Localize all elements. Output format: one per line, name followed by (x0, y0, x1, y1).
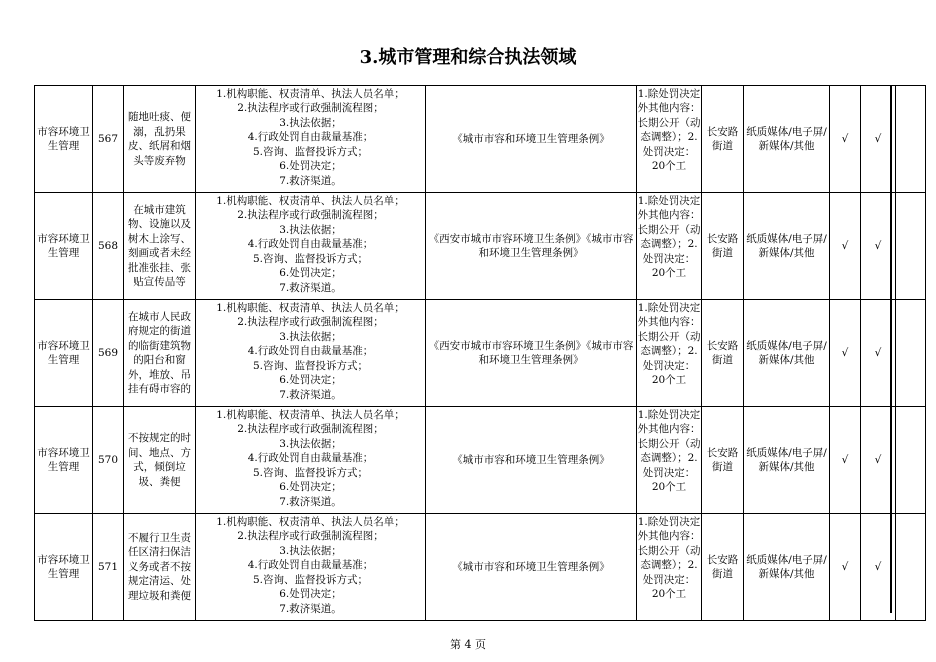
disclosure-item: 6.处罚决定； (279, 160, 342, 172)
category-cell-text: 市容环境卫生管理 (37, 125, 90, 152)
disclosure-channel-cell (744, 514, 830, 621)
disclosure-item: 3.执法依据； (279, 437, 342, 450)
disclosure-period-cell-text: 1.除处罚决定外其他内容：长期公开（动态调整）；2.处罚决定：20个工 (637, 515, 701, 600)
disclosure-channel-cell-text: 纸质媒体/电子屏/新媒体/其他 (746, 339, 827, 366)
table-row (35, 86, 926, 193)
table-row (35, 407, 926, 514)
disclosure-item: 5.咨询、监督投诉方式； (252, 466, 369, 479)
legal-basis-cell (426, 407, 637, 514)
matter-cell (124, 193, 196, 300)
disclosure-subject-cell-text: 长安路街道 (706, 553, 739, 580)
disclosure-item: 1.机构职能、权责清单、执法人员名单； (216, 301, 405, 314)
check-mark-3 (896, 193, 926, 300)
legal-basis-cell-text: 《城市市容和环境卫生管理条例》 (452, 453, 610, 466)
category-cell (35, 193, 93, 300)
disclosure-item: 5.咨询、监督投诉方式； (252, 252, 369, 265)
table-row (35, 193, 926, 300)
check-mark-1-text: √ (841, 453, 849, 466)
disclosure-item: 6.处罚决定； (279, 267, 342, 279)
disclosure-item: 2.执法程序或行政强制流程图； (237, 530, 384, 542)
disclosure-item: 2.执法程序或行政强制流程图； (237, 423, 384, 435)
category-cell (35, 86, 93, 193)
check-mark-3 (896, 514, 926, 621)
disclosure-period-cell (637, 514, 702, 621)
check-mark-1 (830, 514, 861, 621)
matter-cell-text: 在城市人民政府规定的街道的临街建筑物的阳台和窗外，堆放、吊挂有碍市容的 (128, 310, 191, 395)
item-number-cell (93, 86, 124, 193)
disclosure-item: 7.救济渠道。 (279, 174, 342, 187)
disclosure-channel-cell-text: 纸质媒体/电子屏/新媒体/其他 (746, 553, 827, 580)
disclosure-table (34, 85, 926, 621)
disclosure-item: 4.行政处罚自由裁量基准； (247, 452, 374, 464)
disclosure-item: 7.救济渠道。 (279, 602, 342, 615)
legal-basis-cell-text: 《城市市容和环境卫生管理条例》 (452, 560, 610, 573)
disclosure-item: 3.执法依据； (279, 116, 342, 129)
disclosure-item: 4.行政处罚自由裁量基准； (247, 238, 374, 250)
check-mark-2-text: √ (874, 346, 882, 359)
check-mark-2-text: √ (874, 132, 882, 145)
disclosure-channel-cell (744, 300, 830, 407)
check-mark-2-text: √ (874, 239, 882, 252)
disclosure-channel-cell-text: 纸质媒体/电子屏/新媒体/其他 (746, 232, 827, 259)
disclosure-item: 1.机构职能、权责清单、执法人员名单； (216, 515, 405, 528)
disclosure-item: 3.执法依据； (279, 544, 342, 557)
check-mark-2-text: √ (874, 453, 882, 466)
page-number: 第 4 页 (450, 638, 486, 651)
check-mark-1 (830, 86, 861, 193)
category-cell-text: 市容环境卫生管理 (37, 553, 90, 580)
disclosure-channel-cell (744, 193, 830, 300)
disclosure-subject-cell (702, 407, 744, 514)
table-right-border (890, 85, 892, 613)
disclosure-channel-cell (744, 407, 830, 514)
page-title: 3.城市管理和综合执法领域 (359, 47, 577, 68)
legal-basis-cell (426, 193, 637, 300)
disclosure-period-cell (637, 407, 702, 514)
item-number-cell-text: 567 (97, 132, 119, 145)
disclosure-subject-cell-text: 长安路街道 (706, 125, 739, 152)
legal-basis-cell (426, 514, 637, 621)
disclosure-item: 3.执法依据； (279, 330, 342, 343)
disclosure-period-cell-text: 1.除处罚决定外其他内容：长期公开（动态调整）；2.处罚决定：20个工 (637, 194, 701, 279)
disclosure-subject-cell (702, 300, 744, 407)
disclosure-item: 5.咨询、监督投诉方式； (252, 359, 369, 372)
matter-cell (124, 86, 196, 193)
disclosure-item: 7.救济渠道。 (279, 388, 342, 401)
check-mark-1-text: √ (841, 239, 849, 252)
check-mark-2-text: √ (874, 560, 882, 573)
category-cell (35, 407, 93, 514)
check-mark-3 (896, 300, 926, 407)
legal-basis-cell (426, 86, 637, 193)
disclosure-channel-cell-text: 纸质媒体/电子屏/新媒体/其他 (746, 446, 827, 473)
item-number-cell-text: 568 (97, 239, 119, 252)
legal-basis-cell (426, 300, 637, 407)
check-mark-1-text: √ (841, 560, 849, 573)
disclosure-item: 7.救济渠道。 (279, 281, 342, 294)
matter-cell (124, 514, 196, 621)
check-mark-1-text: √ (841, 132, 849, 145)
check-mark-3 (896, 407, 926, 514)
table-row (35, 514, 926, 621)
legal-basis-cell-text: 《西安市城市市容环境卫生条例》《城市市容和环境卫生管理条例》 (428, 232, 634, 259)
matter-cell-text: 不履行卫生责任区清扫保洁义务或者不按规定清运、处理垃圾和粪便 (128, 531, 191, 602)
disclosure-item: 4.行政处罚自由裁量基准； (247, 345, 374, 357)
category-cell-text: 市容环境卫生管理 (37, 339, 90, 366)
disclosure-item: 6.处罚决定； (279, 374, 342, 386)
item-number-cell-text: 571 (97, 560, 119, 573)
disclosure-item: 5.咨询、监督投诉方式； (252, 573, 369, 586)
matter-cell (124, 300, 196, 407)
table-body (35, 86, 926, 621)
disclosure-item: 3.执法依据； (279, 223, 342, 236)
disclosure-item: 2.执法程序或行政强制流程图； (237, 102, 384, 114)
category-cell-text: 市容环境卫生管理 (37, 446, 90, 473)
disclosure-item: 5.咨询、监督投诉方式； (252, 145, 369, 158)
matter-cell (124, 407, 196, 514)
item-number-cell (93, 407, 124, 514)
category-cell (35, 300, 93, 407)
disclosure-content-cell (196, 193, 426, 300)
disclosure-period-cell (637, 86, 702, 193)
disclosure-subject-cell (702, 514, 744, 621)
item-number-cell-text: 570 (97, 453, 119, 466)
item-number-cell-text: 569 (97, 346, 119, 359)
disclosure-period-cell (637, 193, 702, 300)
matter-cell-text: 随地吐痰、便溺，乱扔果皮、纸屑和烟头等废弃物 (128, 111, 191, 167)
legal-basis-cell-text: 《城市市容和环境卫生管理条例》 (452, 132, 610, 145)
item-number-cell (93, 514, 124, 621)
category-cell (35, 514, 93, 621)
disclosure-subject-cell (702, 193, 744, 300)
disclosure-subject-cell-text: 长安路街道 (706, 339, 739, 366)
check-mark-1 (830, 407, 861, 514)
disclosure-subject-cell-text: 长安路街道 (706, 232, 739, 259)
disclosure-item: 6.处罚决定； (279, 588, 342, 600)
disclosure-item: 1.机构职能、权责清单、执法人员名单； (216, 408, 405, 421)
disclosure-period-cell (637, 300, 702, 407)
disclosure-item: 7.救济渠道。 (279, 495, 342, 508)
disclosure-item: 1.机构职能、权责清单、执法人员名单； (216, 194, 405, 207)
disclosure-item: 4.行政处罚自由裁量基准； (247, 131, 374, 143)
disclosure-content-cell (196, 407, 426, 514)
matter-cell-text: 在城市建筑物、设施以及树木上涂写、刻画或者未经批准张挂、张贴宣传品等 (128, 203, 191, 288)
disclosure-item: 6.处罚决定； (279, 481, 342, 493)
check-mark-3 (896, 86, 926, 193)
disclosure-period-cell-text: 1.除处罚决定外其他内容：长期公开（动态调整）；2.处罚决定：20个工 (637, 301, 701, 386)
disclosure-content-cell (196, 86, 426, 193)
item-number-cell (93, 300, 124, 407)
disclosure-item: 2.执法程序或行政强制流程图； (237, 316, 384, 328)
disclosure-channel-cell (744, 86, 830, 193)
disclosure-item: 4.行政处罚自由裁量基准； (247, 559, 374, 571)
disclosure-item: 2.执法程序或行政强制流程图； (237, 209, 384, 221)
disclosure-content-cell (196, 300, 426, 407)
disclosure-period-cell-text: 1.除处罚决定外其他内容：长期公开（动态调整）；2.处罚决定：20个工 (637, 408, 701, 493)
disclosure-item: 1.机构职能、权责清单、执法人员名单； (216, 87, 405, 100)
table-row (35, 300, 926, 407)
check-mark-1 (830, 193, 861, 300)
category-cell-text: 市容环境卫生管理 (37, 232, 90, 259)
check-mark-1-text: √ (841, 346, 849, 359)
disclosure-subject-cell-text: 长安路街道 (706, 446, 739, 473)
item-number-cell (93, 193, 124, 300)
disclosure-content-cell (196, 514, 426, 621)
disclosure-channel-cell-text: 纸质媒体/电子屏/新媒体/其他 (746, 125, 827, 152)
disclosure-period-cell-text: 1.除处罚决定外其他内容：长期公开（动态调整）；2.处罚决定：20个工 (637, 87, 701, 172)
disclosure-subject-cell (702, 86, 744, 193)
matter-cell-text: 不按规定的时间、地点、方式，倾倒垃圾、粪便 (128, 432, 191, 488)
check-mark-1 (830, 300, 861, 407)
legal-basis-cell-text: 《西安市城市市容环境卫生条例》《城市市容和环境卫生管理条例》 (428, 339, 634, 366)
